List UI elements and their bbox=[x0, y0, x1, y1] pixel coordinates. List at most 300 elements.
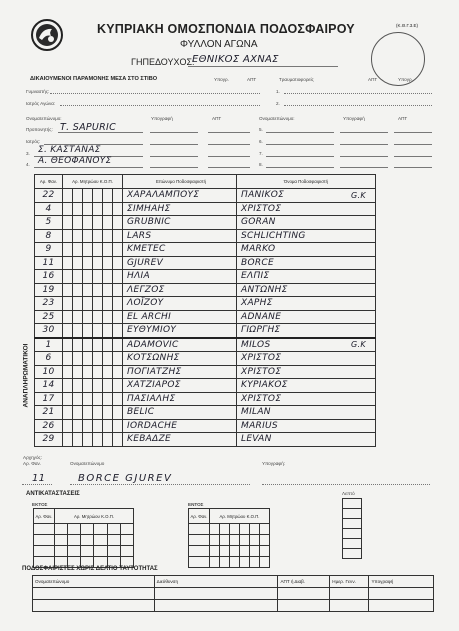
out-grid-cell[interactable] bbox=[120, 535, 133, 546]
player-first-name[interactable]: MARIUS bbox=[237, 419, 352, 433]
registry-digit-cell[interactable] bbox=[83, 189, 93, 203]
shirt-number[interactable]: 30 bbox=[35, 324, 63, 338]
registry-digit-cell[interactable] bbox=[103, 283, 113, 297]
registry-digit-cell[interactable] bbox=[113, 283, 123, 297]
captain-name-value[interactable]: BORCE GJUREV bbox=[78, 473, 173, 484]
player-surname[interactable]: ΚΟΤΣΩΝΗΣ bbox=[123, 352, 237, 366]
registry-digit-cell[interactable] bbox=[73, 419, 83, 433]
out-grid-cell[interactable] bbox=[34, 535, 55, 546]
player-surname[interactable]: ΗΛΙΑ bbox=[123, 270, 237, 284]
in-grid-cell[interactable] bbox=[210, 535, 220, 546]
no-id-table bbox=[32, 575, 434, 612]
player-surname[interactable]: ΠΟΓΙΑΤΖΗΣ bbox=[123, 365, 237, 379]
registry-digit-cell[interactable] bbox=[113, 392, 123, 406]
in-grid-cell[interactable] bbox=[250, 524, 260, 535]
shirt-number[interactable]: 21 bbox=[35, 406, 63, 420]
in-grid-cell[interactable] bbox=[230, 546, 240, 557]
registry-digit-cell[interactable] bbox=[83, 352, 93, 366]
registry-digit-cell[interactable] bbox=[63, 433, 73, 447]
player-first-name[interactable]: ΕΛΠΙΣ bbox=[237, 270, 352, 284]
doctor-label-2: Ιατρός: bbox=[26, 139, 41, 144]
registry-digit-cell[interactable] bbox=[83, 379, 93, 393]
substitute-row bbox=[35, 392, 376, 406]
registry-digit-cell[interactable] bbox=[103, 433, 113, 447]
starter-row bbox=[35, 243, 376, 257]
registry-digit-cell[interactable] bbox=[83, 229, 93, 243]
out-grid-cell[interactable] bbox=[94, 546, 107, 557]
in-grid-cell[interactable] bbox=[189, 546, 210, 557]
captain-sign-label: Υπογραφή: bbox=[262, 461, 286, 466]
player-role bbox=[351, 379, 376, 393]
shirt-number[interactable]: 4 bbox=[35, 202, 63, 216]
registry-digit-cell[interactable] bbox=[93, 297, 103, 311]
registry-digit-cell[interactable] bbox=[73, 256, 83, 270]
registry-digit-cell[interactable] bbox=[93, 365, 103, 379]
player-role bbox=[351, 270, 376, 284]
player-role bbox=[351, 243, 376, 257]
substitute-row bbox=[35, 352, 376, 366]
registry-digit-cell[interactable] bbox=[63, 406, 73, 420]
bench-apt-label: ΑΠΤ bbox=[247, 77, 257, 82]
player-surname[interactable]: ΕΥΘΥΜΙΟΥ bbox=[123, 324, 237, 338]
in-grid-cell[interactable] bbox=[189, 557, 210, 568]
registry-digit-cell[interactable] bbox=[73, 216, 83, 230]
registry-digit-cell[interactable] bbox=[113, 229, 123, 243]
shirt-number[interactable]: 22 bbox=[35, 189, 63, 203]
out-grid-cell[interactable] bbox=[55, 546, 68, 557]
registry-digit-cell[interactable] bbox=[103, 189, 113, 203]
registry-digit-cell[interactable] bbox=[103, 352, 113, 366]
starter-row bbox=[35, 283, 376, 297]
registry-digit-cell[interactable] bbox=[103, 379, 113, 393]
out-grid-cell[interactable] bbox=[120, 524, 133, 535]
starter-row bbox=[35, 270, 376, 284]
registry-digit-cell[interactable] bbox=[63, 379, 73, 393]
registry-digit-cell[interactable] bbox=[63, 270, 73, 284]
shirt-number[interactable]: 16 bbox=[35, 270, 63, 284]
player-surname[interactable]: KMETEC bbox=[123, 243, 237, 257]
registry-digit-cell[interactable] bbox=[93, 229, 103, 243]
player-surname[interactable]: ΚΕΒΑΔΖΕ bbox=[123, 433, 237, 447]
registry-digit-cell[interactable] bbox=[103, 256, 113, 270]
player-role bbox=[351, 202, 376, 216]
registry-digit-cell[interactable] bbox=[113, 433, 123, 447]
in-grid-cell[interactable] bbox=[250, 557, 260, 568]
registry-digit-cell[interactable] bbox=[63, 216, 73, 230]
registry-digit-cell[interactable] bbox=[83, 270, 93, 284]
in-grid-cell[interactable] bbox=[260, 524, 270, 535]
staff-3-value[interactable]: Σ. ΚΑΣΤΑΝΑΣ bbox=[38, 145, 101, 155]
in-grid-cell[interactable] bbox=[240, 546, 250, 557]
shirt-number[interactable]: 11 bbox=[35, 256, 63, 270]
registry-digit-cell[interactable] bbox=[93, 270, 103, 284]
out-grid-cell[interactable] bbox=[94, 524, 107, 535]
in-grid-cell[interactable] bbox=[240, 557, 250, 568]
shirt-number[interactable]: 25 bbox=[35, 310, 63, 324]
registry-digit-cell[interactable] bbox=[93, 433, 103, 447]
registry-digit-cell[interactable] bbox=[63, 324, 73, 338]
player-surname[interactable]: ΛΕΓΖΟΣ bbox=[123, 283, 237, 297]
player-first-name[interactable]: ΧΑΡΗΣ bbox=[237, 297, 352, 311]
registry-digit-cell[interactable] bbox=[103, 270, 113, 284]
registry-digit-cell[interactable] bbox=[83, 324, 93, 338]
player-first-name[interactable]: MARKO bbox=[237, 243, 352, 257]
registry-digit-cell[interactable] bbox=[73, 433, 83, 447]
page-subtitle: ΦΥΛΛΟΝ ΑΓΩΝΑ bbox=[180, 39, 258, 50]
in-grid-cell[interactable] bbox=[240, 524, 250, 535]
shirt-number[interactable]: 26 bbox=[35, 419, 63, 433]
registry-digit-cell[interactable] bbox=[83, 338, 93, 352]
registry-digit-cell[interactable] bbox=[73, 270, 83, 284]
shirt-number[interactable]: 1 bbox=[35, 338, 63, 352]
registry-digit-cell[interactable] bbox=[93, 310, 103, 324]
player-first-name[interactable]: GORAN bbox=[237, 216, 352, 230]
in-col-reg: Αρ. Μητρώου Κ.Ο.Π. bbox=[210, 509, 270, 524]
no-id-col-signature: Υπογραφή bbox=[369, 576, 434, 588]
registry-digit-cell[interactable] bbox=[73, 310, 83, 324]
registry-digit-cell[interactable] bbox=[73, 243, 83, 257]
out-grid-cell[interactable] bbox=[94, 535, 107, 546]
shirt-number[interactable]: 17 bbox=[35, 392, 63, 406]
out-grid-cell[interactable] bbox=[55, 524, 68, 535]
sign-label-left: Υπογραφή bbox=[151, 116, 173, 121]
registry-digit-cell[interactable] bbox=[113, 338, 123, 352]
registry-digit-cell[interactable] bbox=[113, 202, 123, 216]
in-grid-cell[interactable] bbox=[260, 546, 270, 557]
registry-digit-cell[interactable] bbox=[73, 338, 83, 352]
physios-sign-label: Υπογρ. bbox=[398, 77, 413, 82]
shirt-number[interactable]: 29 bbox=[35, 433, 63, 447]
out-grid-cell[interactable] bbox=[107, 535, 120, 546]
player-surname[interactable]: IORDACHE bbox=[123, 419, 237, 433]
shirt-number[interactable]: 14 bbox=[35, 379, 63, 393]
registry-digit-cell[interactable] bbox=[93, 202, 103, 216]
registry-digit-cell[interactable] bbox=[93, 352, 103, 366]
registry-digit-cell[interactable] bbox=[103, 392, 113, 406]
captain-label: Αρχηγός: bbox=[23, 455, 42, 460]
registry-digit-cell[interactable] bbox=[113, 243, 123, 257]
staff-4-value[interactable]: Α. ΘΕΟΦΑΝΟΥΣ bbox=[38, 156, 112, 166]
registry-digit-cell[interactable] bbox=[103, 338, 113, 352]
registry-digit-cell[interactable] bbox=[113, 365, 123, 379]
registry-digit-cell[interactable] bbox=[113, 352, 123, 366]
registry-digit-cell[interactable] bbox=[63, 419, 73, 433]
host-label: ΓΗΠΕΔΟΥΧΟΣ: bbox=[131, 57, 195, 67]
physio-num-2: 2. bbox=[276, 101, 280, 106]
registry-digit-cell[interactable] bbox=[93, 419, 103, 433]
in-grid-cell[interactable] bbox=[250, 535, 260, 546]
registry-digit-cell[interactable] bbox=[93, 256, 103, 270]
player-role bbox=[351, 297, 376, 311]
apt-label-left: ΑΠΤ bbox=[212, 116, 222, 121]
col-name: Όνομα Ποδοσφαιριστή bbox=[237, 175, 376, 189]
in-grid-cell[interactable] bbox=[250, 546, 260, 557]
in-grid-cell[interactable] bbox=[210, 546, 220, 557]
in-grid-cell[interactable] bbox=[230, 524, 240, 535]
doctor-label: Ιατρός Αγώνα: bbox=[26, 101, 56, 106]
player-first-name[interactable]: ADNANE bbox=[237, 310, 352, 324]
in-grid-cell[interactable] bbox=[220, 535, 230, 546]
shirt-number[interactable]: 6 bbox=[35, 352, 63, 366]
in-grid-cell[interactable] bbox=[189, 524, 210, 535]
player-role bbox=[351, 324, 376, 338]
registry-digit-cell[interactable] bbox=[73, 365, 83, 379]
registry-digit-cell[interactable] bbox=[83, 243, 93, 257]
shirt-number[interactable]: 8 bbox=[35, 229, 63, 243]
substitute-row bbox=[35, 406, 376, 420]
registry-digit-cell[interactable] bbox=[63, 283, 73, 297]
registry-digit-cell[interactable] bbox=[83, 419, 93, 433]
shirt-number[interactable]: 23 bbox=[35, 297, 63, 311]
in-grid-cell[interactable] bbox=[230, 557, 240, 568]
player-role bbox=[351, 433, 376, 447]
in-grid-cell[interactable] bbox=[230, 535, 240, 546]
player-first-name[interactable]: ΑΝΤΩΝΗΣ bbox=[237, 283, 352, 297]
registry-digit-cell[interactable] bbox=[63, 297, 73, 311]
in-grid-cell[interactable] bbox=[260, 535, 270, 546]
player-role bbox=[351, 419, 376, 433]
in-grid-cell[interactable] bbox=[210, 557, 220, 568]
bench-sign-label: Υπογρ. bbox=[214, 77, 229, 82]
substitute-row bbox=[35, 379, 376, 393]
out-grid-cell[interactable] bbox=[81, 535, 94, 546]
registry-digit-cell[interactable] bbox=[103, 406, 113, 420]
shirt-number[interactable]: 5 bbox=[35, 216, 63, 230]
coach-label: Προπονητής: bbox=[26, 127, 53, 132]
registry-digit-cell[interactable] bbox=[73, 189, 83, 203]
minute-grid bbox=[342, 498, 362, 559]
registry-digit-cell[interactable] bbox=[73, 379, 83, 393]
out-grid-cell[interactable] bbox=[107, 546, 120, 557]
player-role bbox=[351, 352, 376, 366]
player-first-name[interactable]: SCHLICHTING bbox=[237, 229, 352, 243]
player-first-name[interactable]: BORCE bbox=[237, 256, 352, 270]
minute-cell[interactable] bbox=[343, 499, 362, 509]
col-registry: Αρ. Μητρώου Κ.Ο.Π. bbox=[63, 175, 123, 189]
player-first-name[interactable]: ΧΡΙΣΤΟΣ bbox=[237, 202, 352, 216]
registry-digit-cell[interactable] bbox=[83, 283, 93, 297]
registry-digit-cell[interactable] bbox=[83, 256, 93, 270]
player-surname[interactable]: ΠΑΣΙΑΛΗΣ bbox=[123, 392, 237, 406]
registry-digit-cell[interactable] bbox=[83, 297, 93, 311]
registry-digit-cell[interactable] bbox=[73, 229, 83, 243]
player-surname[interactable]: BELIC bbox=[123, 406, 237, 420]
registry-digit-cell[interactable] bbox=[63, 310, 73, 324]
registry-digit-cell[interactable] bbox=[63, 229, 73, 243]
player-surname[interactable]: ΧΑΤΖΙΑΡΟΣ bbox=[123, 379, 237, 393]
registry-digit-cell[interactable] bbox=[113, 419, 123, 433]
registry-digit-cell[interactable] bbox=[63, 365, 73, 379]
minute-cell[interactable] bbox=[343, 519, 362, 529]
in-grid-cell[interactable] bbox=[240, 535, 250, 546]
registry-digit-cell[interactable] bbox=[103, 229, 113, 243]
registry-digit-cell[interactable] bbox=[83, 202, 93, 216]
subs-vertical-label: ΑΝΑΠΛΗΡΩΜΑΤΙΚΟΙ bbox=[22, 343, 30, 408]
starter-row bbox=[35, 324, 376, 338]
registry-digit-cell[interactable] bbox=[63, 352, 73, 366]
registry-digit-cell[interactable] bbox=[113, 256, 123, 270]
registry-digit-cell[interactable] bbox=[103, 216, 113, 230]
out-grid-cell[interactable] bbox=[34, 546, 55, 557]
registry-digit-cell[interactable] bbox=[103, 365, 113, 379]
registry-digit-cell[interactable] bbox=[63, 256, 73, 270]
starter-row bbox=[35, 256, 376, 270]
registry-digit-cell[interactable] bbox=[93, 243, 103, 257]
name-label-left: Ονοματεπώνυμο: bbox=[26, 116, 62, 121]
substitute-row bbox=[35, 338, 376, 352]
subs-out-grid bbox=[33, 508, 134, 568]
registry-digit-cell[interactable] bbox=[93, 283, 103, 297]
starter-row bbox=[35, 297, 376, 311]
registry-digit-cell[interactable] bbox=[113, 189, 123, 203]
registry-digit-cell[interactable] bbox=[93, 379, 103, 393]
registry-digit-cell[interactable] bbox=[73, 324, 83, 338]
shirt-number[interactable]: 19 bbox=[35, 283, 63, 297]
staff-num-4: 4. bbox=[26, 162, 30, 167]
registry-digit-cell[interactable] bbox=[103, 297, 113, 311]
out-grid-cell[interactable] bbox=[81, 546, 94, 557]
minute-cell[interactable] bbox=[343, 529, 362, 539]
registry-digit-cell[interactable] bbox=[103, 202, 113, 216]
host-value[interactable]: ΕΘΝΙΚΟΣ ΑΧΝΑΣ bbox=[192, 54, 279, 65]
sign-label-right: Υπογραφή bbox=[343, 116, 365, 121]
col-shirt-number: Αρ. Φαν. bbox=[35, 175, 63, 189]
substitute-row bbox=[35, 433, 376, 447]
registry-digit-cell[interactable] bbox=[93, 324, 103, 338]
registry-digit-cell[interactable] bbox=[73, 297, 83, 311]
registry-digit-cell[interactable] bbox=[113, 270, 123, 284]
player-surname[interactable]: GRUBNIC bbox=[123, 216, 237, 230]
player-surname[interactable]: GJUREV bbox=[123, 256, 237, 270]
player-surname[interactable]: ΣΙΜΗΑΗΣ bbox=[123, 202, 237, 216]
player-first-name[interactable]: ΚΥΡΙΑΚΟΣ bbox=[237, 379, 352, 393]
minute-cell[interactable] bbox=[343, 549, 362, 559]
registry-digit-cell[interactable] bbox=[103, 324, 113, 338]
minute-label: Λεπτό bbox=[342, 491, 355, 496]
registry-digit-cell[interactable] bbox=[63, 392, 73, 406]
player-role bbox=[351, 283, 376, 297]
coach-value[interactable]: Τ. SAPURIC bbox=[60, 122, 117, 133]
player-first-name[interactable]: ΠΑΝΙΚΟΣ bbox=[237, 189, 352, 203]
in-grid-cell[interactable] bbox=[220, 546, 230, 557]
col-surname: Επώνυμο Ποδοσφαιριστή bbox=[123, 175, 237, 189]
minute-cell[interactable] bbox=[343, 509, 362, 519]
player-first-name[interactable]: MILAN bbox=[237, 406, 352, 420]
physios-label: Τραυματιοφορείς bbox=[279, 77, 314, 82]
federation-logo bbox=[30, 18, 64, 52]
out-grid-cell[interactable] bbox=[120, 546, 133, 557]
out-grid-cell[interactable] bbox=[34, 524, 55, 535]
out-grid-cell[interactable] bbox=[55, 535, 68, 546]
in-grid-cell[interactable] bbox=[260, 557, 270, 568]
out-grid-cell[interactable] bbox=[68, 524, 81, 535]
registry-digit-cell[interactable] bbox=[83, 406, 93, 420]
registry-digit-cell[interactable] bbox=[93, 406, 103, 420]
registry-digit-cell[interactable] bbox=[73, 202, 83, 216]
registry-digit-cell[interactable] bbox=[93, 189, 103, 203]
player-first-name[interactable]: ΧΡΙΣΤΟΣ bbox=[237, 352, 352, 366]
registry-digit-cell[interactable] bbox=[63, 243, 73, 257]
registry-digit-cell[interactable] bbox=[93, 338, 103, 352]
subs-in-grid bbox=[188, 508, 270, 568]
registry-digit-cell[interactable] bbox=[73, 406, 83, 420]
out-grid-cell[interactable] bbox=[68, 535, 81, 546]
page-title: ΚΥΠΡΙΑΚΗ ΟΜΟΣΠΟΝΔΙΑ ΠΟΔΟΣΦΑΙΡΟΥ bbox=[97, 22, 355, 36]
gym-label: Γυμναστής: bbox=[26, 89, 50, 94]
out-grid-cell[interactable] bbox=[81, 524, 94, 535]
registry-digit-cell[interactable] bbox=[113, 324, 123, 338]
registry-digit-cell[interactable] bbox=[83, 216, 93, 230]
starter-row bbox=[35, 189, 376, 203]
captain-num-label: Αρ. Φαν. bbox=[23, 461, 42, 466]
in-grid-cell[interactable] bbox=[220, 557, 230, 568]
out-grid-cell[interactable] bbox=[68, 546, 81, 557]
registry-digit-cell[interactable] bbox=[103, 419, 113, 433]
form-code: (Κ.Θ.Γ.3.Ε) bbox=[396, 23, 418, 28]
registry-digit-cell[interactable] bbox=[103, 243, 113, 257]
player-role: G.K bbox=[351, 189, 376, 203]
player-first-name[interactable]: MILOS bbox=[237, 338, 352, 352]
out-grid-cell[interactable] bbox=[107, 524, 120, 535]
minute-cell[interactable] bbox=[343, 539, 362, 549]
in-grid-cell[interactable] bbox=[189, 535, 210, 546]
starter-row bbox=[35, 310, 376, 324]
registry-digit-cell[interactable] bbox=[113, 379, 123, 393]
no-id-col-address: Διεύθυνση bbox=[154, 576, 278, 588]
registry-digit-cell[interactable] bbox=[113, 297, 123, 311]
registry-digit-cell[interactable] bbox=[113, 406, 123, 420]
player-first-name[interactable]: ΧΡΙΣΤΟΣ bbox=[237, 365, 352, 379]
player-surname[interactable]: EL ARCHI bbox=[123, 310, 237, 324]
player-surname[interactable]: LARS bbox=[123, 229, 237, 243]
captain-name-label: Ονοματεπώνυμο bbox=[70, 461, 105, 466]
apt-label-right: ΑΠΤ bbox=[398, 116, 408, 121]
registry-digit-cell[interactable] bbox=[73, 352, 83, 366]
physios-apt-label: ΑΠΤ bbox=[368, 77, 378, 82]
player-surname[interactable]: ΧΑΡΑΛΑΜΠΟΥΣ bbox=[123, 189, 237, 203]
registry-digit-cell[interactable] bbox=[103, 310, 113, 324]
player-role bbox=[351, 256, 376, 270]
registry-digit-cell[interactable] bbox=[73, 392, 83, 406]
registry-digit-cell[interactable] bbox=[83, 310, 93, 324]
registry-digit-cell[interactable] bbox=[93, 392, 103, 406]
player-first-name[interactable]: LEVAN bbox=[237, 433, 352, 447]
player-first-name[interactable]: ΓΙΩΡΓΗΣ bbox=[237, 324, 352, 338]
shirt-number[interactable]: 9 bbox=[35, 243, 63, 257]
registry-digit-cell[interactable] bbox=[73, 283, 83, 297]
registry-digit-cell[interactable] bbox=[63, 338, 73, 352]
in-grid-cell[interactable] bbox=[220, 524, 230, 535]
registry-digit-cell[interactable] bbox=[83, 392, 93, 406]
registry-digit-cell[interactable] bbox=[83, 433, 93, 447]
subs-heading: ΑΝΤΙΚΑΤΑΣΤΑΣΕΙΣ bbox=[26, 491, 80, 497]
staff-num-6: 6. bbox=[259, 139, 263, 144]
player-surname[interactable]: ADAMOVIC bbox=[123, 338, 237, 352]
registry-digit-cell[interactable] bbox=[83, 365, 93, 379]
player-first-name[interactable]: ΧΡΙΣΤΟΣ bbox=[237, 392, 352, 406]
starter-row bbox=[35, 216, 376, 230]
captain-num-value[interactable]: 11 bbox=[32, 473, 46, 484]
player-role bbox=[351, 392, 376, 406]
shirt-number[interactable]: 10 bbox=[35, 365, 63, 379]
registry-digit-cell[interactable] bbox=[63, 189, 73, 203]
in-grid-cell[interactable] bbox=[210, 524, 220, 535]
registry-digit-cell[interactable] bbox=[63, 202, 73, 216]
registry-digit-cell[interactable] bbox=[113, 310, 123, 324]
registry-digit-cell[interactable] bbox=[93, 216, 103, 230]
player-surname[interactable]: ΛΟΪΖΟΥ bbox=[123, 297, 237, 311]
registry-digit-cell[interactable] bbox=[113, 216, 123, 230]
